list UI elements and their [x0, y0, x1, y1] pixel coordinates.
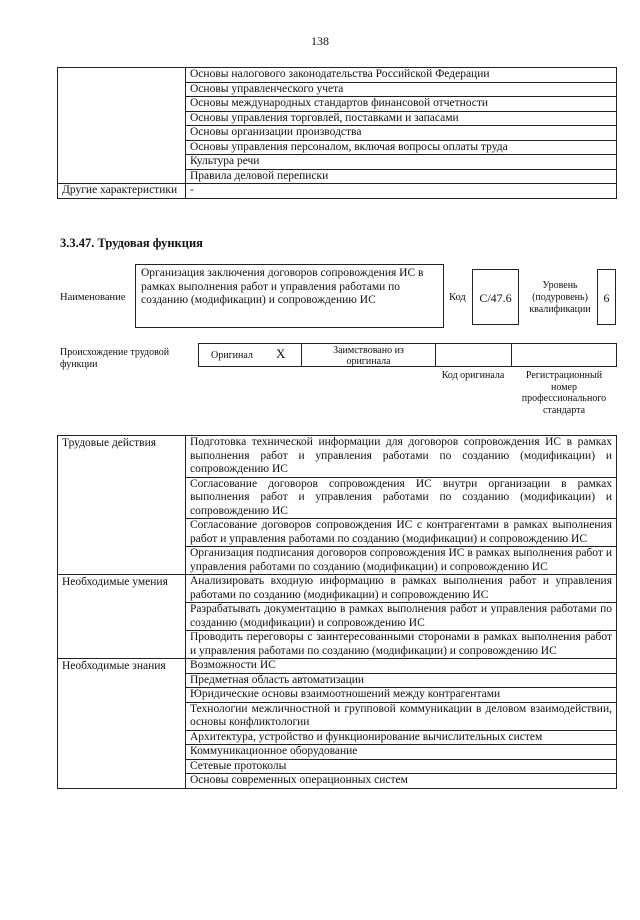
table-cell: Подготовка технической информации для договоров сопровождения ИС в рамках выполнения работ и управления работами по созданию (модификации) и сопровождению ИС — [186, 436, 617, 478]
table-cell: Организация подписания договоров сопровождения ИС в рамках выполнения работ и управления работами по созданию (модификации) и сопровождению ИС — [186, 547, 617, 575]
origin-reg-caption: Регистрационный номер профессионального стандарта — [521, 370, 607, 416]
table-cell: Разрабатывать документацию в рамках выполнения работ и управления работами по созданию (модификации) и сопровождению ИС — [186, 603, 617, 631]
table-cell: Архитектура, устройство и функционирование вычислительных систем — [186, 730, 617, 745]
origin-original: Оригинал — [211, 350, 253, 361]
empty-cell — [58, 68, 186, 184]
name-label: Наименование — [60, 292, 126, 303]
level-value: 6 — [597, 269, 616, 325]
origin-code-cell — [435, 343, 512, 367]
table-cell: Основы налогового законодательства Российской Федерации — [186, 68, 617, 83]
origin-mark: X — [276, 346, 286, 361]
table-cell: Основы управления торговлей, поставками и запасами — [186, 111, 617, 126]
table-cell: Юридические основы взаимоотношений между контрагентами — [186, 688, 617, 703]
table-cell: Предметная область автоматизации — [186, 673, 617, 688]
table-cell: Сетевые протоколы — [186, 759, 617, 774]
other-label: Другие характеристики — [58, 184, 186, 199]
table-cell: Возможности ИС — [186, 659, 617, 674]
table-cell: Коммуникационное оборудование — [186, 745, 617, 760]
table-cell: Основы современных операционных систем — [186, 774, 617, 789]
table-cell: Анализировать входную информацию в рамках выполнения работ и управления работами по созданию (модификации) и сопровождению ИС — [186, 575, 617, 603]
section-label: Трудовые действия — [58, 436, 186, 575]
table-cell: Культура речи — [186, 155, 617, 170]
table-cell: Основы международных стандартов финансовой отчетности — [186, 97, 617, 112]
table-cell: Технологии межличностной и групповой коммуникации в деловом взаимодействии, основы конфликтологии — [186, 702, 617, 730]
table-cell: Основы управленческого учета — [186, 82, 617, 97]
origin-original-cell — [198, 343, 302, 367]
code-value: C/47.6 — [472, 269, 519, 325]
table-cell: Согласование договоров сопровождения ИС с контрагентами в рамках выполнения работ и управления работами по созданию (модификации) и сопровождению ИС — [186, 519, 617, 547]
main-table — [57, 435, 617, 789]
other-value: - — [186, 184, 617, 199]
origin-label: Происхождение трудовой функции — [60, 347, 170, 370]
origin-code-caption: Код оригинала — [441, 370, 505, 381]
table-cell: Проводить переговоры с заинтересованными сторонами в рамках выполнения работ и управления работами по созданию (модификации) и сопровождению ИС — [186, 631, 617, 659]
level-label: Уровень (подуровень) квалификации — [529, 280, 591, 315]
origin-borrowed: Заимствовано из оригинала — [301, 343, 436, 367]
section-label: Необходимые знания — [58, 659, 186, 789]
table-cell: Правила деловой переписки — [186, 169, 617, 184]
top-table — [57, 67, 617, 199]
page-number: 138 — [311, 34, 329, 48]
table-cell: Основы управления персоналом, включая вопросы оплаты труда — [186, 140, 617, 155]
section-label: Необходимые умения — [58, 575, 186, 659]
origin-reg-cell — [511, 343, 617, 367]
table-cell: Согласование договоров сопровождения ИС внутри организации в рамках выполнения работ и управления работами по созданию (модификации) и сопровождению ИС — [186, 477, 617, 519]
code-label: Код — [449, 292, 466, 303]
function-name: Организация заключения договоров сопровождения ИС в рамках выполнения работ и управления работами по созданию (модификации) и сопровождению ИС — [135, 264, 444, 328]
section-title: 3.3.47. Трудовая функция — [60, 236, 203, 250]
table-cell: Основы организации производства — [186, 126, 617, 141]
